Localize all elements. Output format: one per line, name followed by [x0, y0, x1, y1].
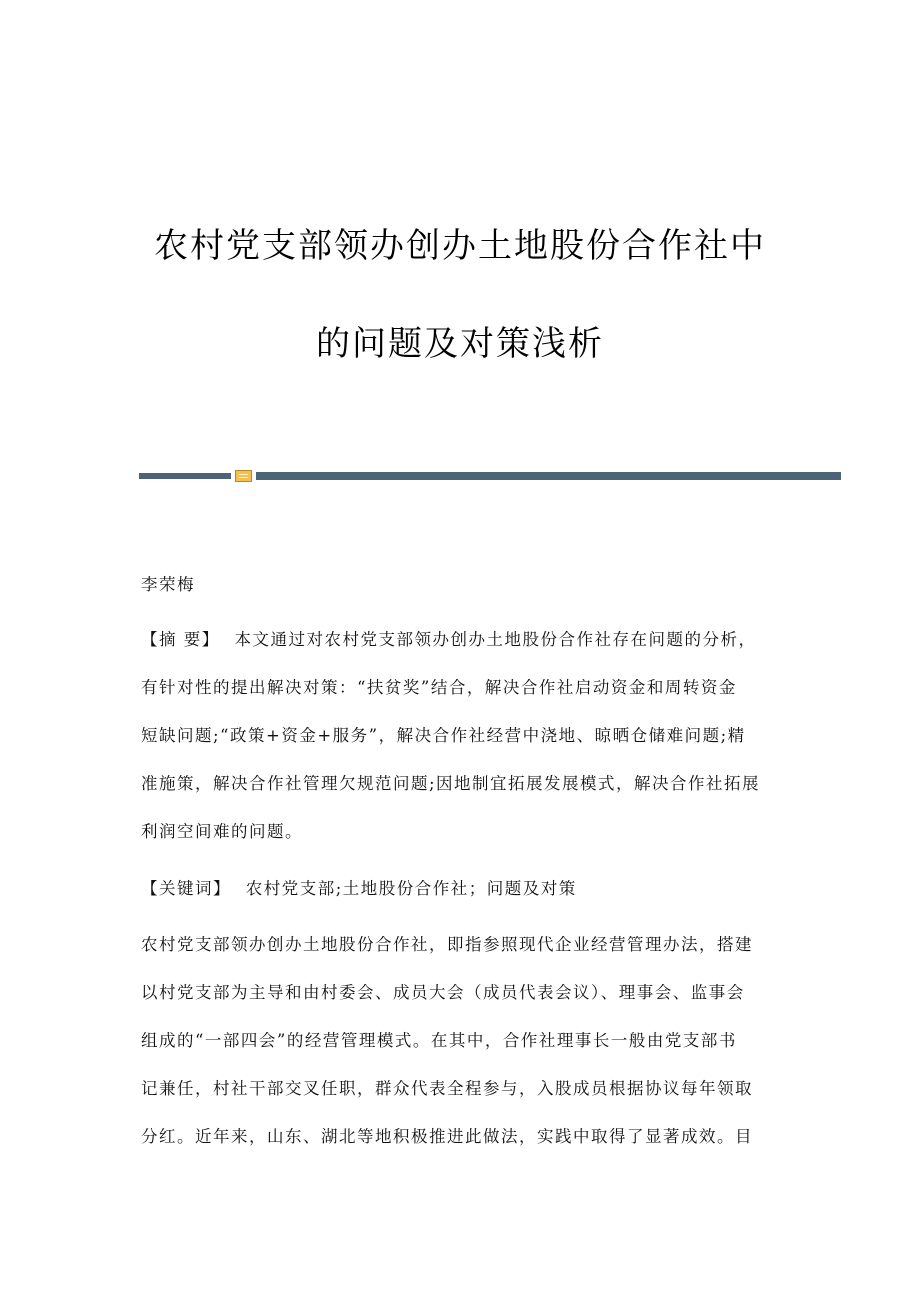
keywords-text: 农村党支部;土地股份合作社；问题及对策 — [245, 879, 577, 898]
page-title-line-2: 的问题及对策浅析 — [316, 324, 604, 364]
keywords-line — [141, 875, 577, 899]
body-line-4: 记兼任，村社干部交叉任职，群众代表全程参与，入股成员根据协议每年领取 — [141, 1079, 753, 1098]
abstract-text: 本文通过对农村党支部领办创办土地股份合作社存在问题的分析， — [234, 630, 757, 649]
divider-bar-right — [256, 472, 841, 480]
abstract-line-1 — [141, 626, 757, 650]
body-line-2: 以村党支部为主导和由村委会、成员大会（成员代表会议）、理事会、监事会 — [141, 983, 745, 1002]
divider-bar-left — [139, 473, 231, 479]
abstract-line-3: 短缺问题;“政策+资金+服务”，解决合作社经营中浇地、晾晒仓储难问题;精 — [141, 726, 746, 745]
abstract-label: 【摘 要】 — [141, 630, 220, 649]
abstract-line-2: 有针对性的提出解决对策：“扶贫奖”结合，解决合作社启动资金和周转资金 — [141, 678, 737, 697]
body-line-1: 农村党支部领办创办土地股份合作社，即指参照现代企业经营管理办法，搭建 — [141, 935, 753, 954]
title-divider — [139, 470, 841, 480]
abstract-line-5: 利润空间难的问题。 — [141, 822, 303, 841]
abstract-line-4: 准施策，解决合作社管理欠规范问题;因地制宜拓展发展模式，解决合作社拓展 — [141, 774, 761, 793]
author-name: 李荣梅 — [141, 575, 195, 594]
keywords-label: 【关键词】 — [141, 879, 231, 898]
page-title-line-1: 农村党支部领办创办土地股份合作社中 — [154, 226, 766, 266]
body-line-3: 组成的“一部四会”的经营管理模式。在其中，合作社理事长一般由党支部书 — [141, 1031, 737, 1050]
body-line-5: 分红。近年来，山东、湖北等地积极推进此做法，实践中取得了显著成效。目 — [141, 1127, 753, 1146]
envelope-icon — [235, 470, 252, 482]
